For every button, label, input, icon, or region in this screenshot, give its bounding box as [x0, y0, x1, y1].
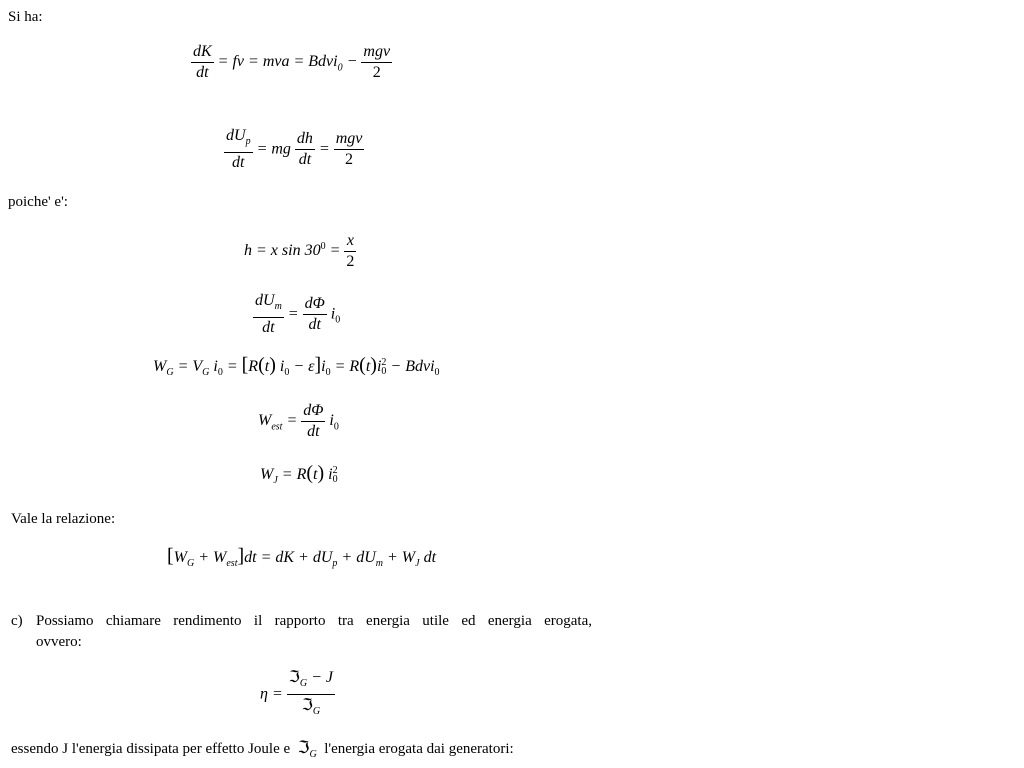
text-poiche: poiche' e':	[8, 194, 68, 210]
equation-magnetic-energy-rate: $\frac{dU_m}{dt}$ = $\frac{d\Phi}{dt}$ $i_0$	[255, 292, 341, 337]
fraction-efficiency: $\frac{ℑ_G - J}{ℑ_G}$	[288, 667, 334, 718]
equation-efficiency: η = $\frac{ℑ_G - J}{ℑ_G}$	[260, 668, 335, 721]
fraction-dup-dt: $\frac{dU_p}{dt}$	[226, 127, 251, 172]
equation-potential-energy-rate: $\frac{dU_p}{dt}$ = mg $\frac{dh}{dt}$ = $\frac{\text{mgv}}{2}$	[226, 127, 363, 172]
fraction-mgv-2: $\frac{\text{mgv}}{2}$	[335, 130, 363, 169]
fraction-x-2: $\frac{x}{2}$	[346, 232, 355, 270]
text-vale-relazione: Vale la relazione:	[11, 511, 116, 527]
item-c-text-line2: ovvero:	[36, 634, 82, 650]
fraction-mgv-2: $\frac{\text{mgv}}{2}$	[363, 43, 391, 81]
equation-kinetic-energy-rate: $\frac{dK}{dt}$ = fv = mva = Bdvi$_0$ − $\frac{\text{mgv}}{2}$	[193, 43, 391, 81]
fraction-dh-dt: $\frac{dh}{dt}$	[296, 130, 313, 169]
equation-energy-balance: $[W_G + W_{est}]dt$ = dK + $dU_p + dU_m + W_J$ dt	[167, 545, 437, 570]
intro-text-si-ha: Si ha:	[8, 9, 43, 25]
equation-generator-power: $W_G = V_G$ $i_0 = [R(t) i_0 - \varepsilon]i_0 = R(t)i$ 2 0 − Bdvi$_0$	[153, 354, 440, 379]
item-c-text-line1: Possiamo chiamare rendimento il rapporto tra energia utile ed energia erogata,	[36, 613, 592, 629]
fraction-dphi-dt: $\frac{d\Phi}{dt}$	[304, 295, 325, 334]
equation-joule-power: $W_J = R(t)$ i 2 0	[260, 462, 338, 487]
fraction-dk-dt: $\frac{dK}{dt}$	[193, 43, 212, 81]
equation-height: h = x $\sin 30^0$ = $\frac{x}{2}$	[244, 232, 355, 270]
fraction-dphi-dt: $\frac{d\Phi}{dt}$	[303, 402, 324, 440]
equation-external-power: $W_{est}$ = $\frac{d\Phi}{dt}$ $i_0$	[258, 402, 339, 440]
item-c-label: c)	[11, 613, 23, 629]
text-essendo: essendo J l'energia dissipata per effetto Joule e ℑ$_G$ l'energia erogata dai generatori:	[11, 738, 514, 760]
fraction-dum-dt: $\frac{dU_m}{dt}$	[255, 292, 282, 337]
